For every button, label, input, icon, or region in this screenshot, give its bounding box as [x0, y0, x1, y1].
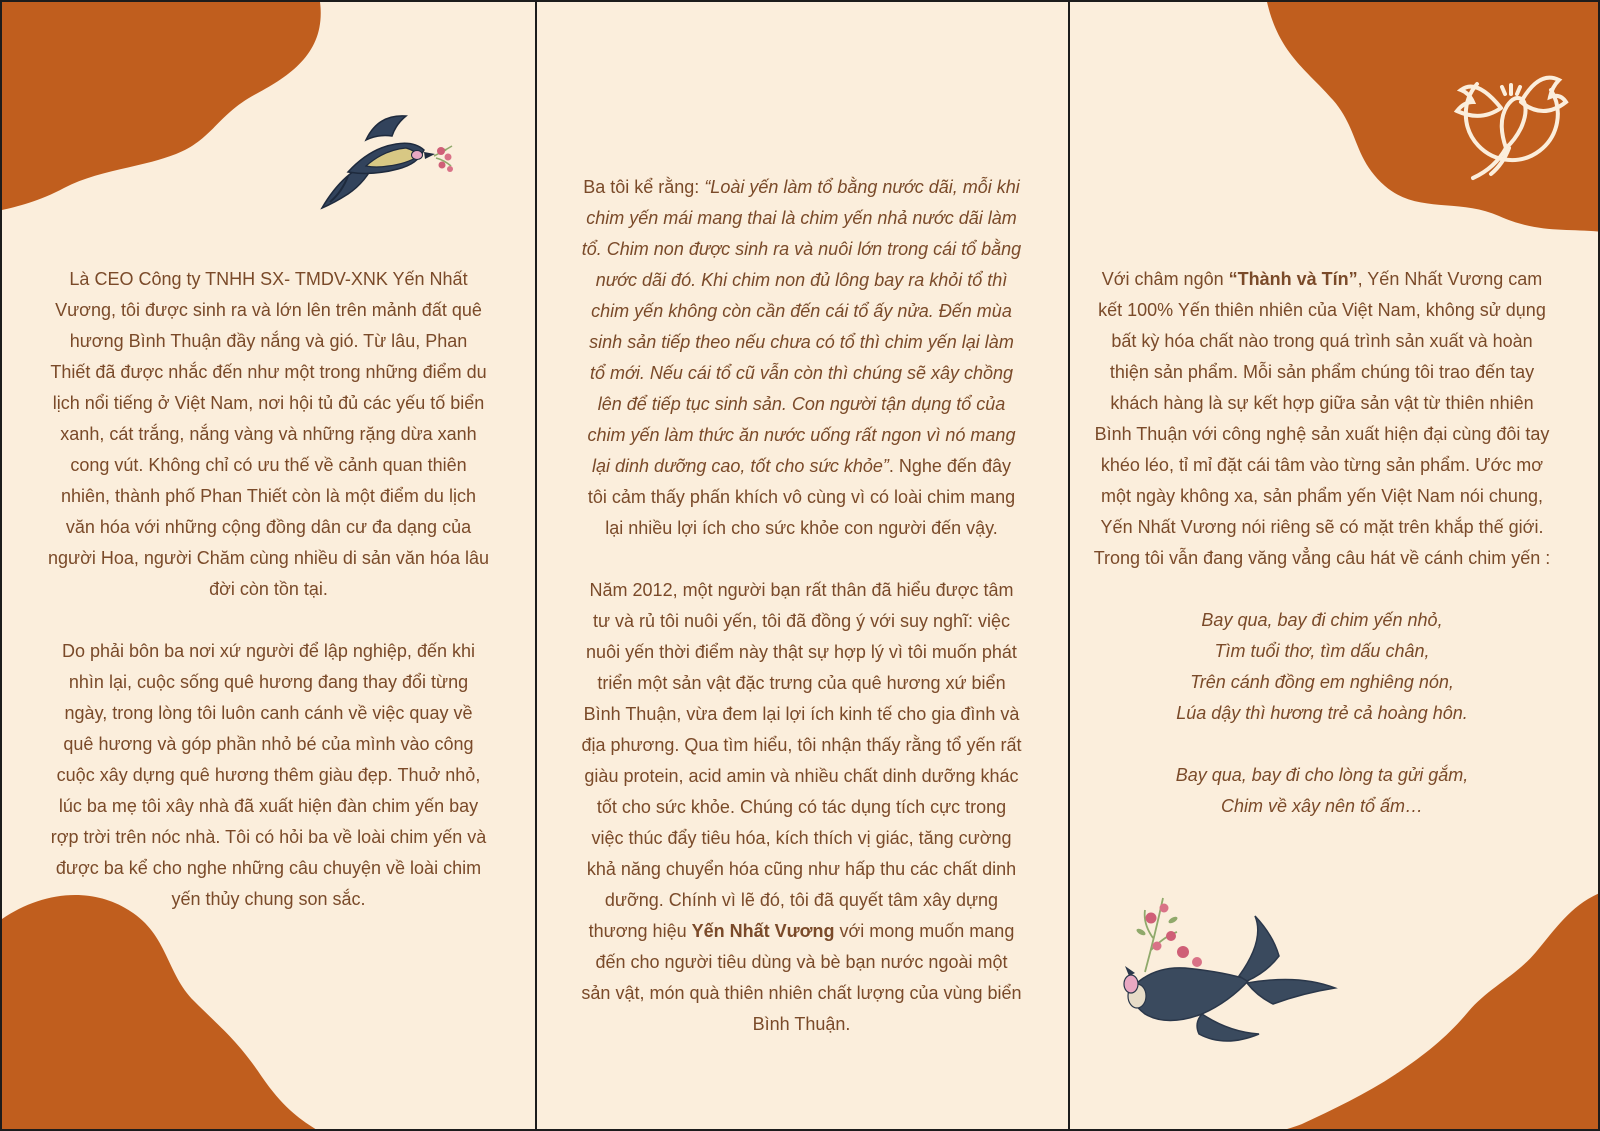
swallow-flowers-icon	[1107, 880, 1362, 1085]
paragraph: Do phải bôn ba nơi xứ người để lập nghiệp, đến khi nhìn lại, cuộc sống quê hương đang thay đổi từng ngày, trong lòng tôi luôn canh cánh về việc quay về quê hương và góp phần nhỏ bé của mình vào công cuộc xây dựng quê hương thêm giàu đẹp. Thuở nhỏ, lúc ba mẹ tôi xây nhà đã xuất hiện đàn chim yến bay rợp trời trên nóc nhà. Tôi có hỏi ba về loài chim yến và được ba kể cho nghe những câu chuyện về loài chim yến thủy chung son sắc.	[50, 641, 487, 909]
panel-right-text	[1092, 264, 1552, 822]
poem-line: Trên cánh đồng em nghiêng nón,	[1190, 672, 1454, 692]
poem-line: Tìm tuổi thơ, tìm dấu chân,	[1214, 641, 1430, 661]
paragraph: Năm 2012, một người bạn rất thân đã hiểu được tâm tư và rủ tôi nuôi yến, tôi đã đồng ý với suy nghĩ: việc nuôi yến thời điểm này thật sự hợp lý vì tôi muốn phát triển một sản vật đặc trưng của quê hương xứ biển Bình Thuận, vừa đem lại lợi ích kinh tế cho gia đình và địa phương. Qua tìm hiểu, tôi nhận thấy rằng tổ yến rất giàu protein, acid amin và nhiều chất dinh dưỡng khác tốt cho sức khỏe. Chúng có tác dụng tích cực trong việc thúc đẩy tiêu hóa, kích thích vị giác, tăng cường khả năng chuyển hóa cũng như hấp thu các chất dinh dưỡng. Chính vì lẽ đó, tôi đã quyết tâm xây dựng thương hiệu Yến Nhất Vương với mong muốn mang đến cho người tiêu dùng và bè bạn nước ngoài một sản vật, món quà thiên nhiên chất lượng của vùng biển Bình Thuận.	[581, 580, 1022, 1034]
panel-left-text	[48, 264, 489, 915]
swallow-flowers-icon	[314, 106, 454, 214]
panel-divider-right	[1068, 2, 1070, 1129]
paragraph: Là CEO Công ty TNHH SX- TMDV-XNK Yến Nhất Vương, tôi được sinh ra và lớn lên trên mảnh đất quê hương Bình Thuận đầy nắng và gió. Từ lâu, Phan Thiết đã được nhắc đến như một trong những điểm du lịch nổi tiếng ở Việt Nam, nơi hội tủ đủ các yếu tố biển xanh, cát trắng, nắng vàng và những rặng dừa xanh cong vút. Không chỉ có ưu thế về cảnh quan thiên nhiên, thành phố Phan Thiết còn là một điểm du lịch văn hóa với những cộng đồng dân cư đa dạng của người Hoa, người Chăm cùng nhiều di sản văn hóa lâu đời còn tồn tại.	[48, 269, 489, 599]
brand-logo-icon	[1439, 50, 1579, 200]
poem-stanza	[1092, 760, 1552, 822]
poem-line: Lúa dậy thì hương trẻ cả hoàng hôn.	[1176, 703, 1468, 723]
panel-divider-left	[535, 2, 537, 1129]
blob-bottom-left	[2, 883, 322, 1131]
panel-middle-text	[581, 172, 1022, 1040]
paragraph: Ba tôi kể rằng: “Loài yến làm tổ bằng nước dãi, mỗi khi chim yến mái mang thai là chim yến nhả nước dãi làm tổ. Chim non được sinh ra và nuôi lớn trong cái tổ bằng nước dãi đó. Khi chim non đủ lông bay ra khỏi tổ thì chim yến không còn cần đến cái tổ ấy nửa. Đến mùa sinh sản tiếp theo nếu chưa có tổ thì chim yến lại làm tổ mới. Nếu cái tổ cũ vẫn còn thì chúng sẽ xây chồng lên để tiếp tục sinh sản. Con người tận dụng tổ của chim yến làm thức ăn nước uống rất ngon vì nó mang lại dinh dưỡng cao, tốt cho sức khỏe”. Nghe đến đây tôi cảm thấy phấn khích vô cùng vì có loài chim mang lại nhiều lợi ích cho sức khỏe con người đến vậy.	[581, 177, 1022, 538]
poem-line: Bay qua, bay đi cho lòng ta gửi gắm,	[1175, 765, 1469, 785]
poem-line: Chim về xây nên tổ ấm…	[1220, 796, 1424, 816]
paragraph: Với châm ngôn “Thành và Tín”, Yến Nhất Vương cam kết 100% Yến thiên nhiên của Việt Nam, không sử dụng bất kỳ hóa chất nào trong quá trình sản xuất và hoàn thiện sản phẩm. Mỗi sản phẩm chúng tôi trao đến tay khách hàng là sự kết hợp giữa sản vật từ thiên nhiên Bình Thuận với công nghệ sản xuất hiện đại cùng đôi tay khéo léo, tỉ mỉ đặt cái tâm vào từng sản phẩm. Ước mơ một ngày không xa, sản phẩm yến Việt Nam nói chung, Yến Nhất Vương nói riêng sẽ có mặt trên khắp thế giới. Trong tôi vẫn đang văng vẳng câu hát về cánh chim yến :	[1093, 269, 1551, 568]
poem-stanza	[1092, 605, 1552, 729]
poem-line: Bay qua, bay đi chim yến nhỏ,	[1201, 610, 1443, 630]
blob-top-left	[2, 2, 332, 217]
